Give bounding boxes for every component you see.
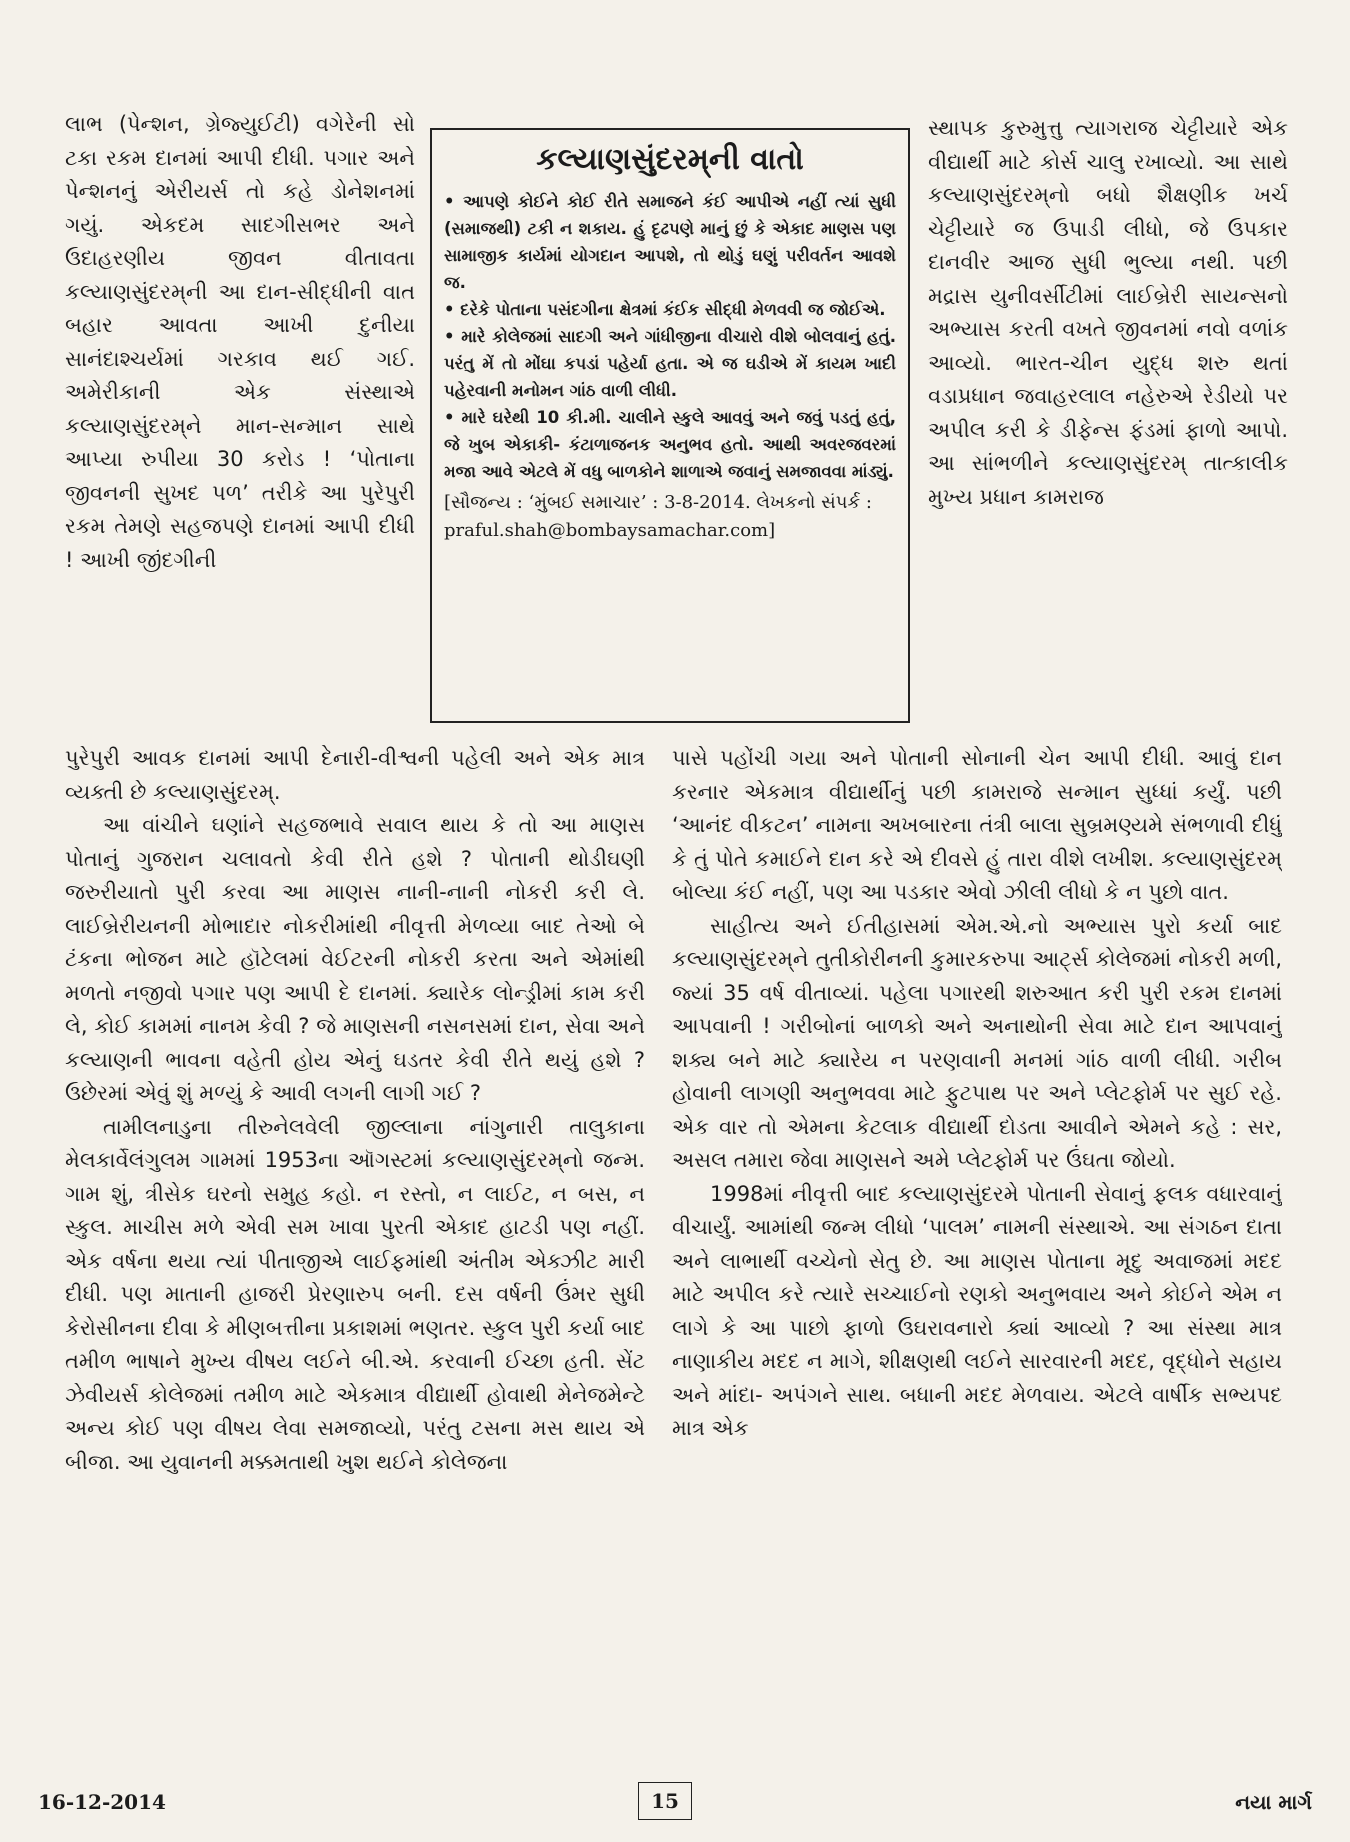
quotes-box [430, 128, 910, 723]
left-column-paragraph: લાભ (પેન્શન, ગ્રેજ્યુઈટી) વગેરેની સો ટકા રકમ દાનમાં આપી દીધી. પગાર અને પેન્શનનું એરીયર્સ તો કહે ડોનેશનમાં ગયું. એકદમ સાદગીસભર અને ઉદાહરણીય જીવન વીતાવતા કલ્યાણસુંદરમ્‌ની આ દાન-સીદ્ધીની વાત બહાર આવતા આખી દુનીયા સાનંદાશ્ચર્યમાં ગરકાવ થઈ ગઈ. અમેરીકાની એક સંસ્થાએ કલ્યાણસુંદરમ્‌ને માન-સન્માન સાથે આપ્યા રુપીયા 30 કરોડ ! ‘પોતાના જીવનની સુખદ પળ’ તરીકે આ પુરેપુરી રકમ તેમણે સહજપણે દાનમાં આપી દીધી ! આખી જીંદગીની [65, 112, 415, 572]
quote-bullet: • દરેકે પોતાના પસંદગીના ક્ષેત્રમાં કંઈક સીદ્ધી મેળવવી જ જોઈએ. [444, 300, 886, 319]
article-paragraph: પાસે પહોંચી ગયા અને પોતાની સોનાની ચેન આપી દીધી. આવું દાન કરનાર એકમાત્ર વીદ્યાર્થીનું પછી કામરાજે સન્માન સુધ્ધાં કર્યું. પછી ‘આનંદ વીકટન’ નામના અખબારના તંત્રી બાલા સુબ્રમણ્યમે સંભળાવી દીધું કે તું પોતે કમાઈને દાન કરે એ દીવસે હું તારા વીશે લખીશ. કલ્યાણસુંદરમ્ બોલ્યા કંઈ નહીં, પણ આ પડકાર એવો ઝીલી લીધો કે ન પુછો વાત. [672, 746, 1282, 904]
article-paragraph: પુરેપુરી આવક દાનમાં આપી દેનારી-વીશ્વની પહેલી અને એક માત્ર વ્યક્તી છે કલ્યાણસુંદરમ્. [65, 746, 645, 804]
right-column-text [928, 112, 1288, 742]
quote-bullet: • મારે ઘરેથી 10 કી.મી. ચાલીને સ્કુલે આવવું અને જવું પડતું હતું, જે ખુબ એકાકી- કંટાળાજનક અનુભવ હતો. આથી અવરજવરમાં મજા આવે એટલે મેં વધુ બાળકોને શાળાએ જવાનું સમજાવવા માંડ્યું. [444, 408, 896, 481]
page-number: 15 [638, 1782, 692, 1820]
quotes-box-title: કલ્યાણસુંદરમ્‌ની વાતો [536, 142, 804, 177]
left-column-text [65, 108, 415, 748]
right-column-paragraph: સ્થાપક કુરુમુત્તુ ત્યાગરાજ ચેટ્ટીયારે એક વીદ્યાર્થી માટે કોર્સ ચાલુ રખાવ્યો. આ સાથે કલ્યાણસુંદરમ્‌નો બધો શૈક્ષણીક ખર્ચ ચેટ્ટીયારે જ ઉપાડી લીધો, જે ઉપકાર દાનવીર આજ સુધી ભુલ્યા નથી. પછી મદ્રાસ યુનીવર્સીટીમાં લાઈબ્રેરી સાયન્સનો અભ્યાસ કરતી વખતે જીવનમાં નવો વળાંક આવ્યો. ભારત-ચીન યુદ્ધ શરુ થતાં વડાપ્રધાન જવાહરલાલ નહેરુએ રેડીયો પર અપીલ કરી કે ડીફેન્સ ફંડમાં ફાળો આપો. આ સાંભળીને કલ્યાણસુંદરમ્ તાત્કાલીક મુખ્ય પ્રધાન કામરાજ [928, 116, 1288, 509]
magazine-name: નયા માર્ગ [1235, 1790, 1312, 1814]
issue-date: 16-12-2014 [38, 1790, 166, 1814]
main-left-column [65, 742, 645, 1742]
article-paragraph: સાહીત્ય અને ઈતીહાસમાં એમ.એ.નો અભ્યાસ પુરો કર્યા બાદ કલ્યાણસુંદરમ્‌ને તુતીકોરીનની કુમારકરુપા આર્ટ્સ કોલેજમાં નોકરી મળી, જ્યાં 35 વર્ષ વીતાવ્યાં. પહેલા પગારથી શરુઆત કરી પુરી રકમ દાનમાં આપવાની ! ગરીબોનાં બાળકો અને અનાથોની સેવા માટે દાન આપવાનું શક્ય બને માટે ક્યારેય ન પરણવાની મનમાં ગાંઠ વાળી લીધી. ગરીબ હોવાની લાગણી અનુભવવા માટે ફુટપાથ પર અને પ્લેટફોર્મ પર સુઈ રહે. એક વાર તો એમના કેટલાક વીદ્યાર્થી દોડતા આવીને એમને કહે : સર, અસલ તમારા જેવા માણસને અમે પ્લેટફોર્મ પર ઉંઘતા જોયો. [672, 913, 1282, 1172]
article-paragraph: આ વાંચીને ઘણાંને સહજભાવે સવાલ થાય કે તો આ માણસ પોતાનું ગુજરાન ચલાવતો કેવી રીતે હશે ? પોતાની થોડીઘણી જરુરીયાતો પુરી કરવા આ માણસ નાની-નાની નોકરી કરી લે. લાઈબ્રેરીયનની મોભાદાર નોકરીમાંથી નીવૃત્તી મેળવ્યા બાદ તેઓ બે ટંકના ભોજન માટે હૉટેલમાં વેઈટરની નોકરી કરતા અને એમાંથી મળતો નજીવો પગાર પણ આપી દે દાનમાં. ક્યારેક લોન્ડ્રીમાં કામ કરી લે, કોઈ કામમાં નાનમ કેવી ? જે માણસની નસનસમાં દાન, સેવા અને કલ્યાણની ભાવના વહેતી હોય એનું ઘડતર કેવી રીતે થયું હશે ? ઉછેરમાં એવું શું મળ્યું કે આવી લગની લાગી ગઈ ? [65, 813, 645, 1105]
quote-bullet: • મારે કોલેજમાં સાદગી અને ગાંધીજીના વીચારો વીશે બોલવાનું હતું. પરંતુ મેં તો મોંઘા કપડાં પહેર્યા હતા. એ જ ઘડીએ મેં કાયમ ખાદી પહેરવાની મનોમન ગાંઠ વાળી લીધી. [444, 327, 896, 400]
article-paragraph: 1998માં નીવૃત્તી બાદ કલ્યાણસુંદરમે પોતાની સેવાનું ફલક વધારવાનું વીચાર્યું. આમાંથી જન્મ લીધો ‘પાલમ’ નામની સંસ્થાએ. આ સંગઠન દાતા અને લાભાર્થી વચ્ચેનો સેતુ છે. આ માણસ પોતાના મૃદુ અવાજમાં મદદ માટે અપીલ કરે ત્યારે સચ્ચાઈનો રણકો અનુભવાય અને કોઈને એમ ન લાગે કે આ પાછો ફાળો ઉઘરાવનારો ક્યાં આવ્યો ? આ સંસ્થા માત્ર નાણાકીય મદદ ન માગે, શીક્ષણથી લઈને સારવારની મદદ, વૃદ્ધોને સહાય અને માંદા- અપંગને સાથ. બધાની મદદ મેળવાય. એટલે વાર્ષીક સભ્યપદ માત્ર એક [672, 1181, 1282, 1440]
main-right-column [672, 742, 1282, 1742]
page-footer [38, 1782, 1312, 1822]
article-paragraph: તામીલનાડુના તીરુનેલવેલી જીલ્લાના નાંગુનારી તાલુકાના મેલકાર્વેલંગુલમ ગામમાં 1953ના ઑગસ્ટમાં કલ્યાણસુંદરમ્‌નો જન્મ. ગામ શું, ત્રીસેક ઘરનો સમુહ કહો. ન રસ્તો, ન લાઈટ, ન બસ, ન સ્કુલ. માચીસ મળે એવી સમ ખાવા પુરતી એકાદ હાટડી પણ નહીં. એક વર્ષના થયા ત્યાં પીતાજીએ લાઈફમાંથી અંતીમ એક્ઝીટ મારી દીધી. પણ માતાની હાજરી પ્રેરણારુપ બની. દસ વર્ષની ઉંમર સુધી કેરોસીનના દીવા કે મીણબત્તીના પ્રકાશમાં ભણતર. સ્કુલ પુરી કર્યા બાદ તમીળ ભાષાને મુખ્ય વીષય લઈને બી.એ. કરવાની ઈચ્છા હતી. સેંટ ઝેવીયર્સ કોલેજમાં તમીળ માટે એકમાત્ર વીદ્યાર્થી હોવાથી મેનેજમેન્ટે અન્ય કોઈ પણ વીષય લેવા સમજાવ્યો, પરંતુ ટસના મસ થાય એ બીજા. આ યુવાનની મક્કમતાથી ખુશ થઈને કોલેજના [65, 1114, 645, 1474]
source-credit: [સૌજન્ય : ‘મુંબઈ સમાચાર’ : 3-8-2014. લેખકનો સંપર્ક : praful.shah@bombaysamachar.com] [444, 492, 872, 541]
quote-bullet: • આપણે કોઈને કોઈ રીતે સમાજને કંઈ આપીએ નહીં ત્યાં સુધી (સમાજથી) ટકી ન શકાય. હું દૃઢપણે માનું છું કે એકાદ માણસ પણ સામાજીક કાર્યમાં યોગદાન આપશે, તો થોડું ઘણું પરીવર્તન આવશે જ. [444, 192, 896, 292]
